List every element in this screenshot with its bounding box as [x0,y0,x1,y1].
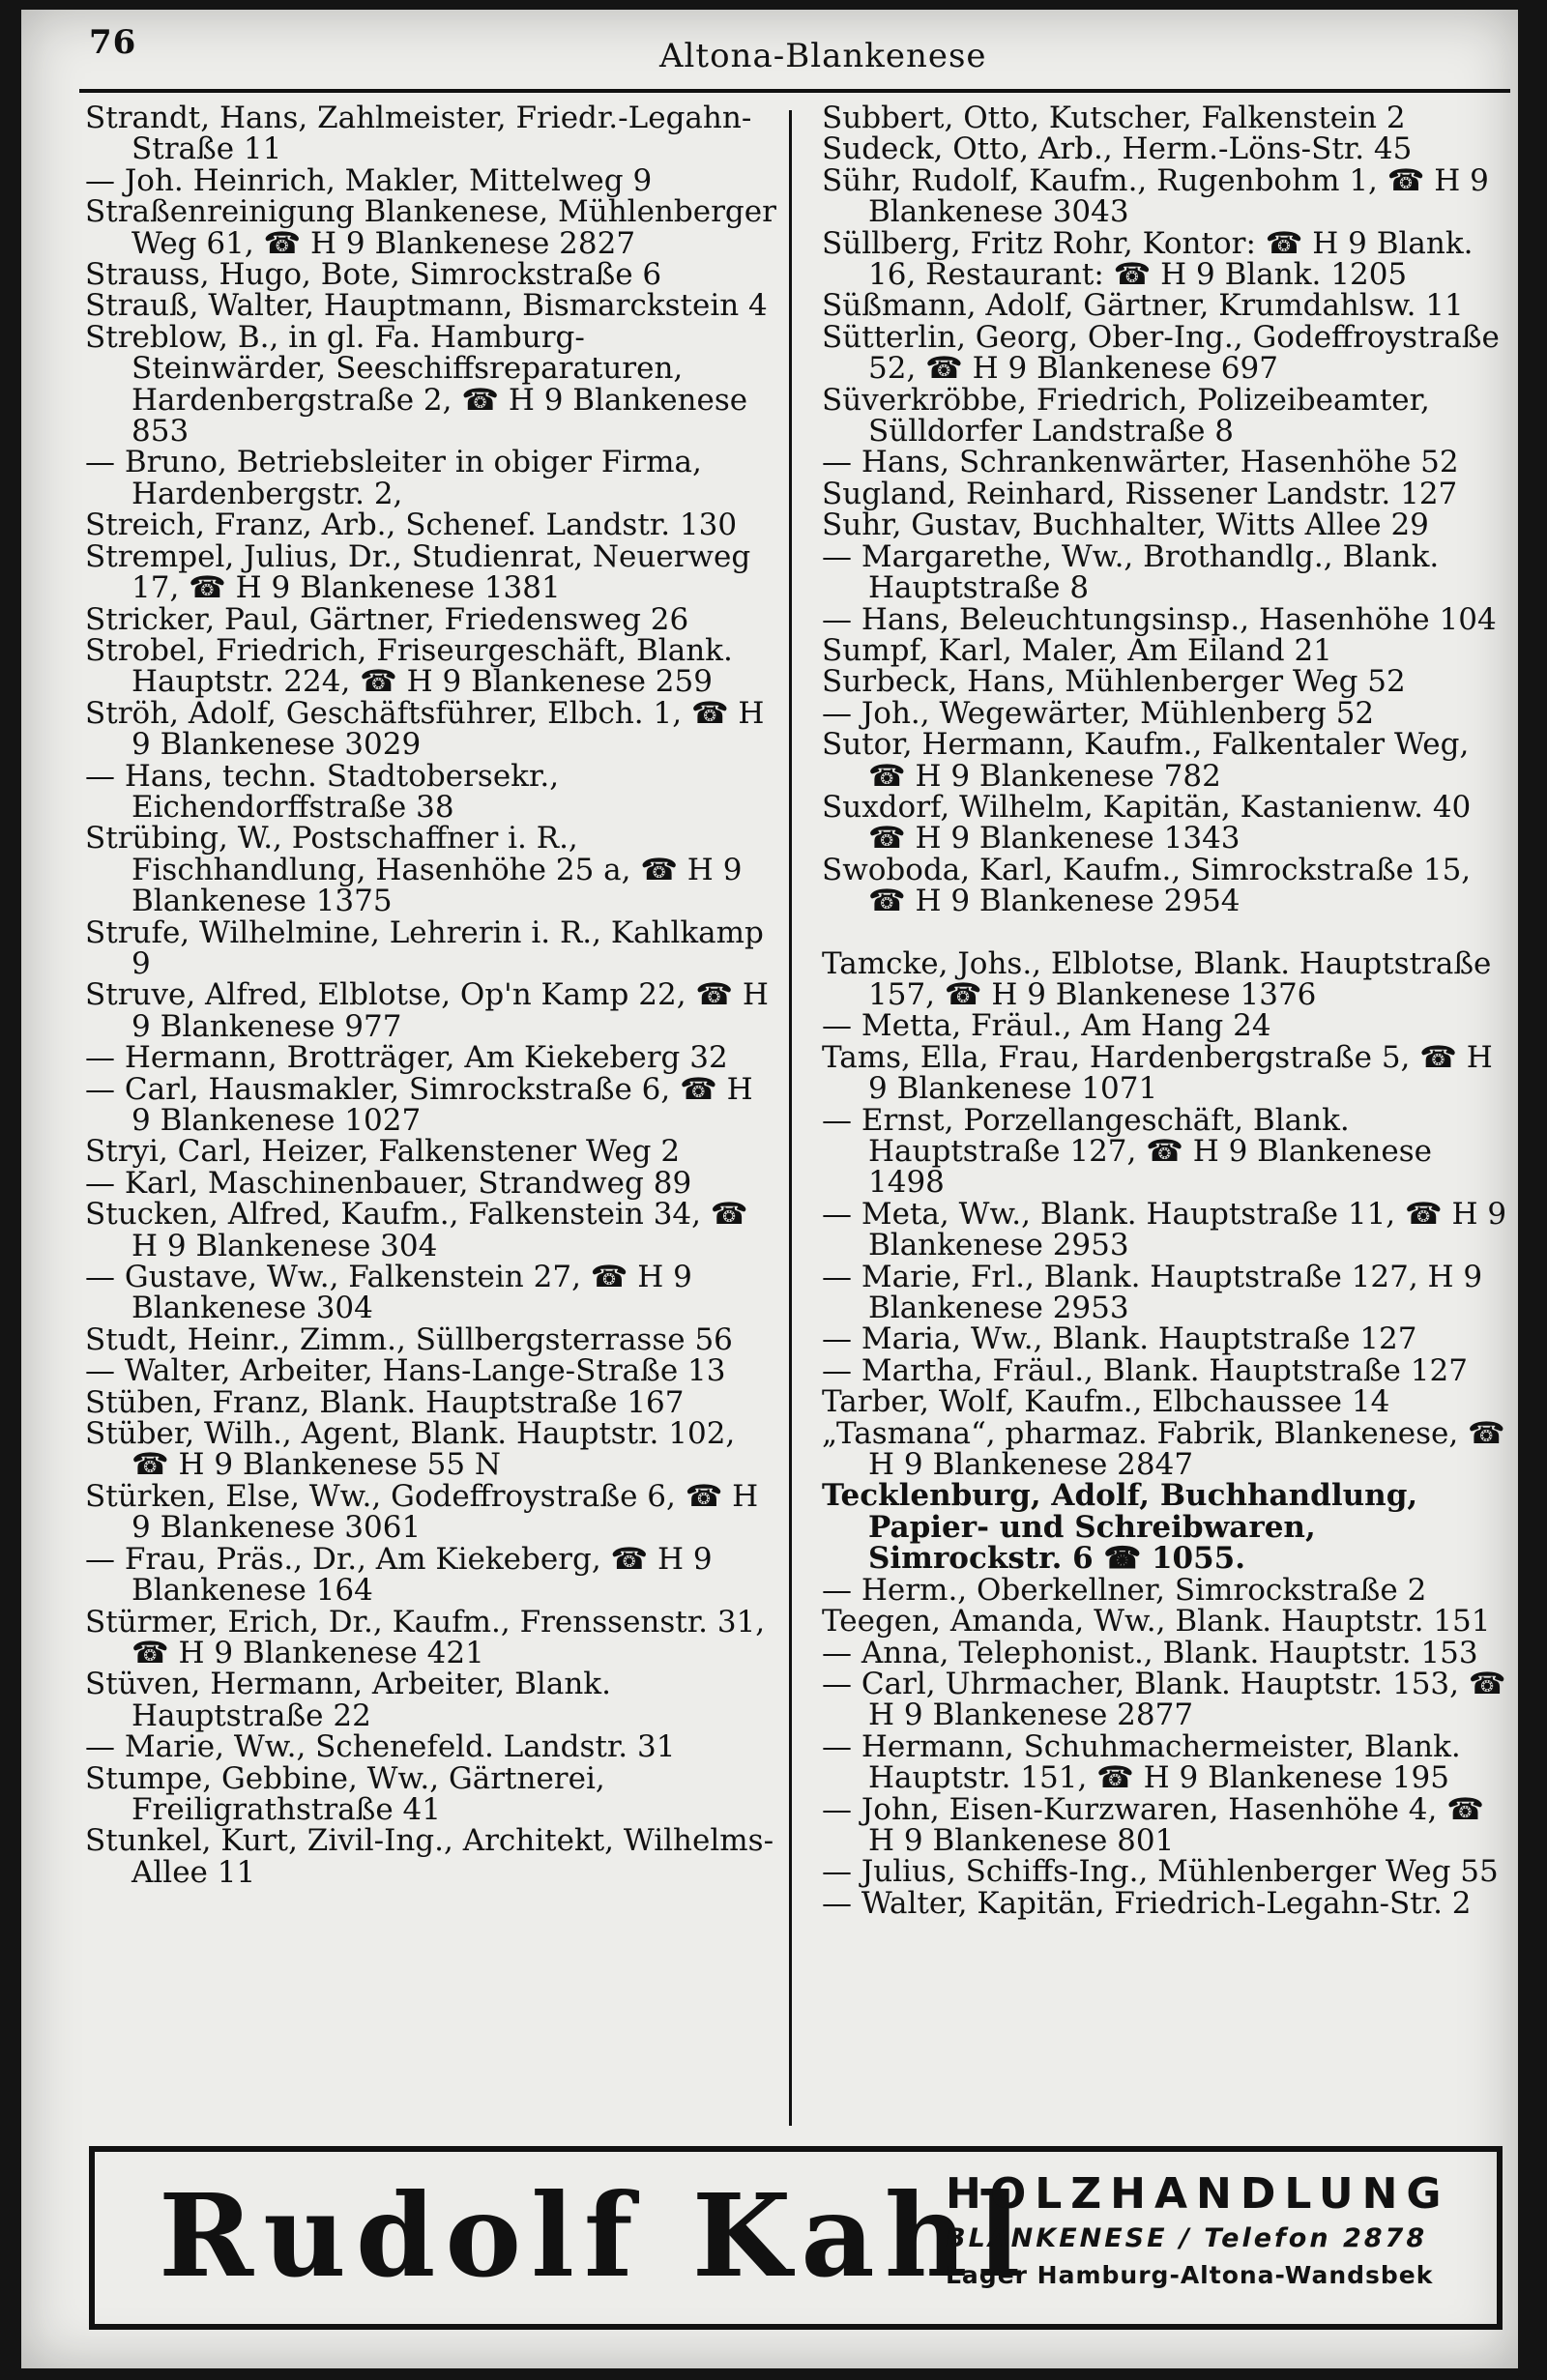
directory-entry: — Joh., Wegewärter, Mühlenberg 52 [822,695,1375,731]
directory-entry: Stüven, Hermann, Arbeiter, Blank. Hauptstraße 22 [85,1667,611,1733]
running-head: Altona-Blankenese [659,37,987,75]
advertisement-box [89,2146,1503,2330]
directory-entry: — Marie, Ww., Schenefeld. Landstr. 31 [85,1729,676,1765]
header-rule [79,89,1510,93]
directory-entry: Stucken, Alfred, Kaufm., Falkenstein 34, ☎ H 9 Blankenese 304 [85,1197,748,1263]
directory-entry: Stunkel, Kurt, Zivil-Ing., Architekt, Wilhelms-Allee 11 [85,1823,774,1890]
ad-details [946,2169,1487,2293]
directory-entry: — Herm., Oberkellner, Simrockstraße 2 [822,1572,1427,1608]
directory-entry: Suhr, Gustav, Buchhalter, Witts Allee 29 [822,508,1429,543]
directory-entry: — Walter, Kapitän, Friedrich-Legahn-Str. 2 [822,1885,1472,1921]
directory-entry: — Hermann, Brotträger, Am Kiekeberg 32 [85,1040,728,1076]
directory-entry: — Martha, Fräul., Blank. Hauptstraße 127 [822,1352,1468,1388]
directory-entry: — Hermann, Schuhmachermeister, Blank. Hauptstr. 151, ☎ H 9 Blankenese 195 [822,1728,1461,1796]
directory-entry: Sugland, Reinhard, Rissener Landstr. 127 [822,476,1458,511]
directory-entry: Tams, Ella, Frau, Hardenbergstraße 5, ☎ H 9 Blankenese 1071 [822,1039,1493,1107]
directory-entry: — John, Eisen-Kurzwaren, Hasenhöhe 4, ☎ H 9 Blankenese 801 [822,1791,1484,1858]
directory-entry: Süßmann, Adolf, Gärtner, Krumdahlsw. 11 [822,288,1464,324]
directory-entry: — Margarethe, Ww., Brothandlg., Blank. Hauptstraße 8 [822,538,1440,606]
section-gap [822,917,1514,948]
directory-entry: — Maria, Ww., Blank. Hauptstraße 127 [822,1321,1417,1357]
directory-entry: — Hans, Beleuchtungsinsp., Hasenhöhe 104 [822,601,1497,637]
directory-entry: Strufe, Wilhelmine, Lehrerin i. R., Kahlkamp 9 [85,914,764,981]
ad-warehouses: Lager Hamburg-Altona-Wandsbek [946,2261,1434,2289]
directory-entry: — Walter, Arbeiter, Hans-Lange-Straße 13 [85,1353,726,1389]
directory-entry: Strübing, W., Postschaffner i. R., Fischhandlung, Hasenhöhe 25 a, ☎ H 9 Blankenese 1375 [85,821,743,919]
directory-entry: Streblow, B., in gl. Fa. Hamburg-Steinwärder, Seeschiffsreparaturen, Hardenbergstraße 2, ☎ H 9 Blankenese 853 [85,319,748,450]
ad-business-type: HOLZHANDLUNG [946,2169,1450,2219]
directory-entry: Sumpf, Karl, Maler, Am Eiland 21 [822,632,1332,668]
directory-entry: — Karl, Maschinenbauer, Strandweg 89 [85,1165,692,1201]
directory-entry: Suxdorf, Wilhelm, Kapitän, Kastanienw. 40 ☎ H 9 Blankenese 1343 [822,789,1472,856]
directory-entry: — Meta, Ww., Blank. Hauptstraße 11, ☎ H 9 Blankenese 2953 [822,1196,1507,1263]
directory-entry: Stryi, Carl, Heizer, Falkenstener Weg 2 [85,1134,681,1170]
directory-entry: Stürken, Else, Ww., Godeffroystraße 6, ☎ H 9 Blankenese 3061 [85,1478,759,1546]
directory-entry: Strauss, Hugo, Bote, Simrockstraße 6 [85,257,662,293]
directory-entry: Strandt, Hans, Zahlmeister, Friedr.-Legahn-Straße 11 [85,101,752,167]
directory-entry: Sudeck, Otto, Arb., Herm.-Löns-Str. 45 [822,131,1413,167]
directory-entry: Stüber, Wilh., Agent, Blank. Hauptstr. 102, ☎ H 9 Blankenese 55 N [85,1416,736,1483]
directory-entry: — Carl, Uhrmacher, Blank. Hauptstr. 153, ☎ H 9 Blankenese 2877 [822,1666,1506,1733]
directory-entry: Süllberg, Fritz Rohr, Kontor: ☎ H 9 Blank. 16, Restaurant: ☎ H 9 Blank. 1205 [822,225,1474,293]
directory-entry: — Ernst, Porzellangeschäft, Blank. Hauptstraße 127, ☎ H 9 Blankenese 1498 [822,1102,1433,1201]
directory-entry: Stricker, Paul, Gärtner, Friedensweg 26 [85,601,689,637]
directory-entry: Stürmer, Erich, Dr., Kaufm., Frenssenstr. 31, ☎ H 9 Blankenese 421 [85,1604,766,1670]
directory-entry: Teegen, Amanda, Ww., Blank. Hauptstr. 151 [822,1604,1491,1640]
directory-entry: Sutor, Hermann, Kaufm., Falkentaler Weg, ☎ H 9 Blankenese 782 [822,727,1470,794]
directory-entry: Struve, Alfred, Elblotse, Op'n Kamp 22, ☎ H 9 Blankenese 977 [85,977,769,1044]
directory-entry: Süverkröbbe, Friedrich, Polizeibeamter, Sülldorfer Landstraße 8 [822,382,1430,450]
directory-entry: — Gustave, Ww., Falkenstein 27, ☎ H 9 Blankenese 304 [85,1260,692,1326]
directory-entry: „Tasmana“, pharmaz. Fabrik, Blankenese, ☎ H 9 Blankenese 2847 [822,1415,1505,1483]
directory-entry: — Carl, Hausmakler, Simrockstraße 6, ☎ H 9 Blankenese 1027 [85,1071,753,1138]
directory-entry: — Frau, Präs., Dr., Am Kiekeberg, ☎ H 9 Blankenese 164 [85,1541,713,1609]
directory-entry: Strobel, Friedrich, Friseurgeschäft, Blank. Hauptstr. 224, ☎ H 9 Blankenese 259 [85,632,733,700]
directory-entry: Strauß, Walter, Hauptmann, Bismarckstein 4 [85,288,768,324]
directory-page [21,10,1518,2368]
directory-entry: Surbeck, Hans, Mühlenberger Weg 52 [822,664,1406,700]
directory-entry: Strempel, Julius, Dr., Studienrat, Neuerweg 17, ☎ H 9 Blankenese 1381 [85,538,751,606]
directory-entry: Stüben, Franz, Blank. Hauptstraße 167 [85,1384,685,1420]
directory-entry: Ströh, Adolf, Geschäftsführer, Elbch. 1, ☎ H 9 Blankenese 3029 [85,695,765,763]
directory-entry: Sühr, Rudolf, Kaufm., Rugenbohm 1, ☎ H 9 Blankenese 3043 [822,162,1489,230]
directory-entry: Studt, Heinr., Zimm., Süllbergsterrasse 56 [85,1321,733,1357]
directory-entry: — Anna, Telephonist., Blank. Hauptstr. 153 [822,1635,1478,1670]
left-column [85,102,777,1888]
directory-entry: Straßenreinigung Blankenese, Mühlenberger Weg 61, ☎ H 9 Blankenese 2827 [85,194,776,261]
directory-entry: — Metta, Fräul., Am Hang 24 [822,1008,1271,1044]
directory-entry: Tamcke, Johs., Elblotse, Blank. Hauptstraße 157, ☎ H 9 Blankenese 1376 [822,945,1492,1012]
directory-entry: — Bruno, Betriebsleiter in obiger Firma, Hardenbergstr. 2, [85,445,702,511]
directory-entry: Swoboda, Karl, Kaufm., Simrockstraße 15, ☎ H 9 Blankenese 2954 [822,852,1472,919]
directory-entry: — Marie, Frl., Blank. Hauptstraße 127, H 9 Blankenese 2953 [822,1259,1483,1326]
directory-entry: Tecklenburg, Adolf, Buchhandlung, Papier- und Schreibwaren, Simrockstr. 6 ☎ 1055. [822,1478,1418,1577]
directory-entry: Tarber, Wolf, Kaufm., Elbchaussee 14 [822,1384,1390,1420]
directory-entry: — Julius, Schiffs-Ing., Mühlenberger Weg 55 [822,1854,1499,1890]
directory-entry: Streich, Franz, Arb., Schenef. Landstr. 130 [85,508,738,543]
page-number: 76 [89,23,137,62]
ad-location-phone: BLANKENESE / Telefon 2878 [946,2223,1428,2253]
directory-entry: — Hans, techn. Stadtobersekr., Eichendorffstraße 38 [85,758,560,825]
directory-entry: Stumpe, Gebbine, Ww., Gärtnerei, Freiligrathstraße 41 [85,1760,605,1827]
directory-entry: — Joh. Heinrich, Makler, Mittelweg 9 [85,162,653,198]
directory-entry: Sütterlin, Georg, Ober-Ing., Godeffroystraße 52, ☎ H 9 Blankenese 697 [822,319,1500,387]
ad-company-name: Rudolf Kahl [159,2168,1031,2303]
directory-entry: Subbert, Otto, Kutscher, Falkenstein 2 [822,101,1406,135]
column-divider [789,110,792,2126]
right-column [822,102,1514,1919]
directory-entry: — Hans, Schrankenwärter, Hasenhöhe 52 [822,445,1459,480]
